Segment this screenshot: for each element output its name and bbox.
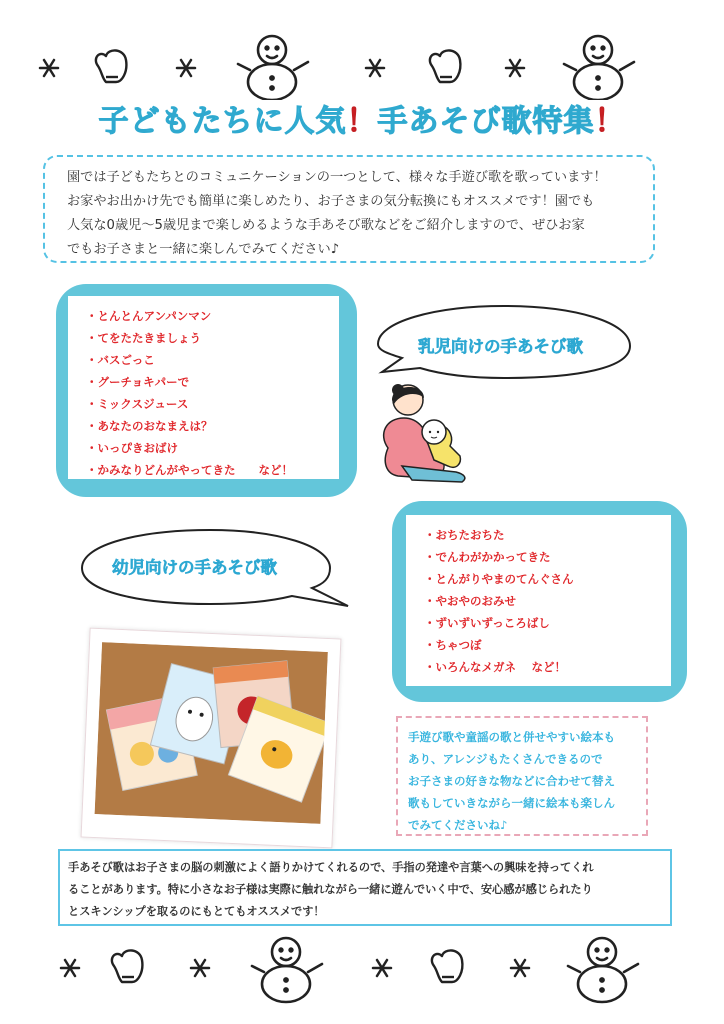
title-main: 子どもたちに人気 — [98, 104, 347, 139]
song-item: ・やおやのおみせ — [424, 594, 516, 608]
snowflake-icon — [366, 60, 384, 76]
infant-heading: 乳児向けの手あそび歌 — [418, 337, 583, 356]
song-item: ・とんがりやまのてんぐさん — [424, 572, 574, 586]
note-line: 歌もしていきながら一緒に絵本も楽しん — [408, 796, 615, 810]
note-line: お子さまの好きな物などに合わせて替え — [408, 774, 615, 788]
summary-line: ることがあります。特に小さなお子様は実際に触れながら一緒に遊んでいく中で、安心感が感じられたり — [68, 883, 593, 896]
title-main-2: 手あそび歌特集 — [377, 104, 595, 139]
infant-song-list — [68, 296, 339, 479]
song-item: ・ちゃつぼ — [424, 638, 482, 652]
song-item: ・とんとんアンパンマン — [86, 309, 212, 323]
bottom-decoration — [0, 932, 724, 1006]
intro-line: 人気な0歳児～5歳児まで楽しめるような手あそび歌などをご紹介しますので、ぜひお家 — [67, 218, 585, 233]
song-item: ・グーチョキパーで — [86, 375, 190, 389]
mitten-icon — [96, 50, 127, 82]
mitten-icon — [430, 50, 461, 82]
mitten-icon — [432, 950, 463, 982]
intro-line: 園では子どもたちとのコミュニケーションの一つとして、様々な手遊び歌を歌っています！ — [67, 170, 607, 185]
summary-line: 手あそび歌はお子さまの脳の刺激によく語りかけてくれるので、手指の発達や言葉への興味を持ってくれ — [68, 861, 594, 874]
summary-box — [58, 849, 672, 926]
snowflake-icon — [177, 60, 195, 76]
snowflake-icon — [40, 60, 58, 76]
song-item: ・かみなりどんがやってきた など！ — [86, 463, 293, 477]
intro-box — [43, 155, 655, 263]
summary-line: とスキンシップを取るのにもとてもオススメです！ — [68, 905, 325, 918]
title-exclamation: ！ — [346, 104, 378, 139]
snowflake-icon — [61, 960, 79, 976]
song-item: ・いっぴきおばけ — [86, 441, 178, 455]
toddler-song-list — [406, 515, 671, 686]
snowflake-icon — [506, 60, 524, 76]
note-line: 手遊び歌や童謡の歌と併せやすい絵本も — [408, 730, 615, 744]
snowflake-icon — [511, 960, 529, 976]
song-item: ・バスごっこ — [86, 353, 155, 367]
page-title — [0, 96, 724, 140]
song-item: ・いろんなメガネ など！ — [424, 660, 567, 674]
toddler-song-panel — [392, 501, 687, 702]
snowman-icon — [238, 36, 308, 100]
song-item: ・ミックスジュース — [86, 397, 189, 411]
note-line: でみてくださいね♪ — [408, 818, 508, 832]
picture-books-photo — [81, 628, 342, 849]
top-decoration — [0, 30, 724, 100]
snowman-icon — [564, 36, 634, 100]
intro-line: でもお子さまと一緒に楽しんでみてください♪ — [67, 242, 340, 257]
song-item: ・ずいずいずっころばし — [424, 616, 550, 630]
toddler-heading: 幼児向けの手あそび歌 — [112, 558, 277, 577]
mitten-icon — [112, 950, 143, 982]
song-item: ・てをたたきましょう — [86, 331, 201, 345]
song-item: ・でんわがかかってきた — [424, 550, 551, 564]
song-item: ・おちたおちた — [424, 528, 505, 542]
snowman-icon — [568, 938, 638, 1002]
title-exclamation: ！ — [594, 104, 626, 139]
books-photo-image — [95, 642, 328, 824]
picture-book-note — [396, 716, 648, 836]
note-line: あり、アレンジもたくさんできるので — [408, 752, 603, 766]
mother-baby-illustration — [372, 378, 482, 486]
intro-line: お家やお出かけ先でも簡単に楽しめたり、お子さまの気分転換にもオススメです！園でも — [67, 194, 595, 209]
snowflake-icon — [191, 960, 209, 976]
song-item: ・あなたのおなまえは？ — [86, 419, 213, 433]
snowman-icon — [252, 938, 322, 1002]
snowflake-icon — [373, 960, 391, 976]
infant-song-panel — [56, 284, 357, 497]
